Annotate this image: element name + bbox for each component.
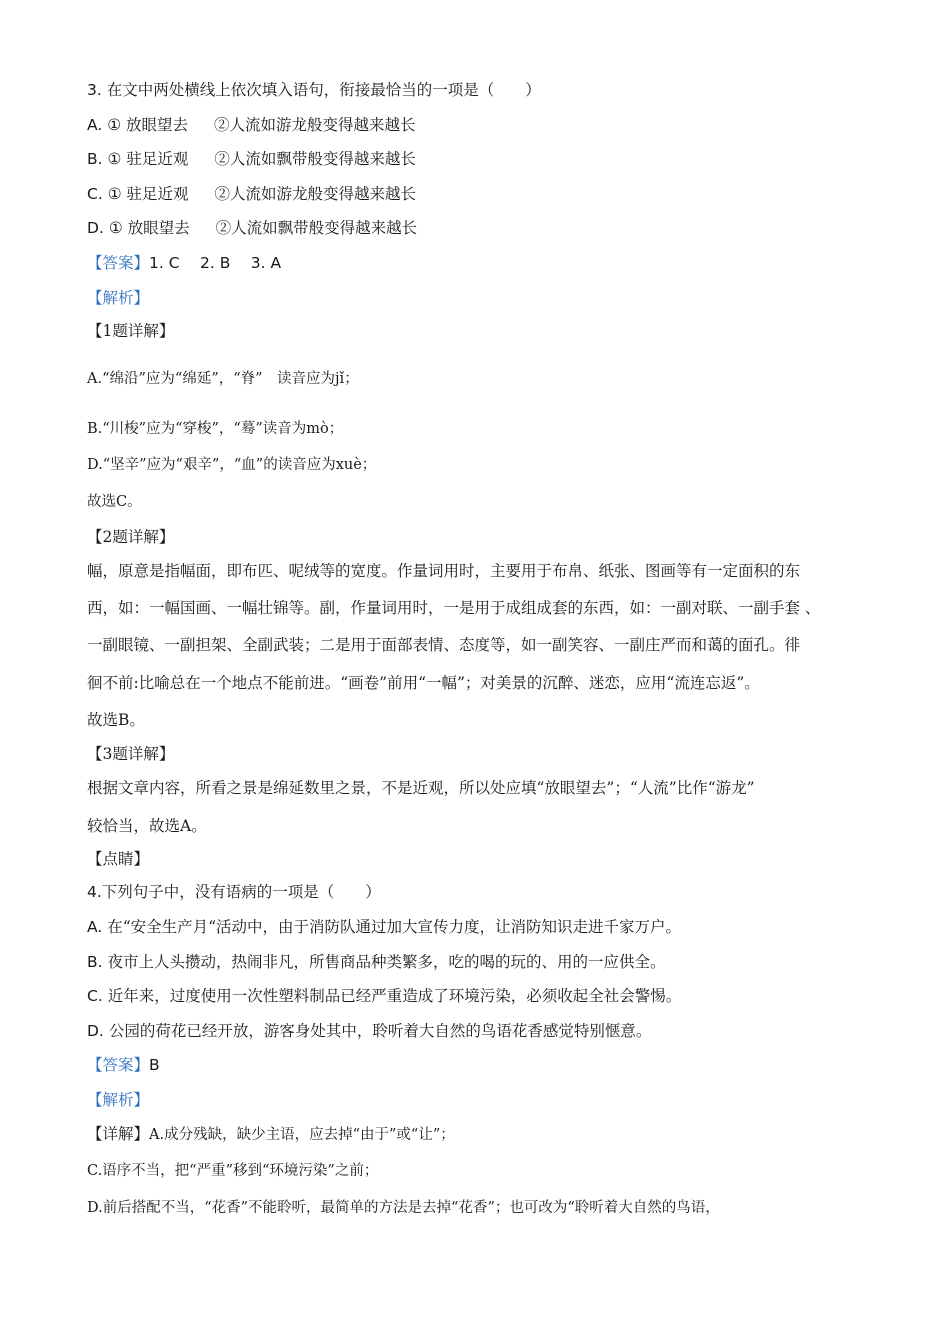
q3-option-d: D. ① 放眼望去 ②人流如飘带般变得越来越长: [87, 219, 418, 237]
detail-2-line: 徊不前:比喻总在一个地点不能前进。“画卷”前用“一幅”；对美景的沉醉、迷恋，应用“流连忘返”。: [87, 674, 760, 692]
q3-option-c: C. ① 驻足近观 ②人流如游龙般变得越来越长: [87, 185, 417, 203]
detail-4-line: C.语序不当，把“严重”移到“环境污染”之前；: [87, 1163, 379, 1179]
detail-4-line: 【详解】A.成分残缺，缺少主语，应去掉“由于”或“让”；: [87, 1125, 455, 1143]
q3-stem-text: 在文中两处横线上依次填入语句，衔接最恰当的一项是（ ）: [106, 81, 541, 99]
detail-2-line: 西，如：一幅国画、一幅壮锦等。副，作量词用时，一是用于成组成套的东西，如：一副对联、一副手套 、: [87, 599, 821, 617]
detail-1-line: 故选C。: [87, 494, 142, 510]
q4-option-d: D. 公园的荷花已经开放，游客身处其中，聆听着大自然的鸟语花香感觉特别惬意。: [87, 1022, 652, 1040]
q3-option-a: A. ① 放眼望去 ②人流如游龙般变得越来越长: [87, 116, 416, 134]
q4-stem-text: 下列句子中，没有语病的一项是（ ）: [101, 883, 381, 901]
q3-stem: [87, 79, 541, 101]
detail-1-line: B.“川梭”应为“穿梭”，“蓦”读音为mò；: [87, 421, 344, 437]
detail-2-line: 幅，原意是指幅面，即布匹、呢绒等的宽度。作量词用时，主要用于布帛、纸张、图画等有一定面积的东: [87, 562, 801, 580]
detail-2-heading: 【2题详解】: [87, 528, 175, 546]
analysis-tag: 【解析】: [87, 1091, 150, 1109]
q3-option-b: B. ① 驻足近观 ②人流如飘带般变得越来越长: [87, 150, 416, 168]
answer-tag: 【答案】: [87, 254, 150, 272]
answer-text: B: [149, 1056, 160, 1074]
answer-line-2: [87, 1054, 160, 1076]
q4-stem: [87, 881, 381, 903]
q4-option-c: C. 近年来，过度使用一次性塑料制品已经严重造成了环境污染，必须收起全社会警惕。: [87, 987, 682, 1005]
dianjing-tag: 【点睛】: [87, 850, 150, 868]
detail-1-line: D.“坚辛”应为“艰辛”，“血”的读音应为xuè；: [87, 457, 377, 473]
detail-1-heading: 【1题详解】: [87, 322, 175, 340]
detail-tag: 【详解】: [87, 1125, 150, 1143]
q4-number: 4.: [87, 883, 102, 901]
answer-tag: 【答案】: [87, 1056, 150, 1074]
q4-option-a: A. 在“安全生产月“活动中，由于消防队通过加大宣传力度，让消防知识走进千家万户。: [87, 918, 682, 936]
detail-3-line: 根据文章内容，所看之景是绵延数里之景，不是近观，所以处应填“放眼望去”；“人流”比作“游龙”: [87, 779, 755, 797]
detail-3-heading: 【3题详解】: [87, 745, 175, 763]
detail-2-line: 一副眼镜、一副担架、全副武装；二是用于面部表情、态度等，如一副笑容、一副庄严而和蔼的面孔。徘: [87, 636, 801, 654]
q3-number: 3.: [87, 81, 102, 99]
detail-2-line: 故选B。: [87, 711, 145, 729]
detail-4-line: D.前后搭配不当，“花香”不能聆听，最简单的方法是去掉“花香”；也可改为“聆听着大自然的鸟语，: [87, 1200, 720, 1216]
q4-option-b: B. 夜市上人头攒动，热闹非凡，所售商品种类繁多，吃的喝的玩的、用的一应供全。: [87, 953, 666, 971]
detail-3-line: 较恰当，故选A。: [87, 817, 207, 835]
answer-line-1: [87, 252, 281, 274]
answer-text: 1. C 2. B 3. A: [149, 254, 282, 272]
detail-1-line: A.“绵沿”应为“绵延”，“脊” 读音应为jǐ；: [87, 371, 359, 387]
analysis-tag: 【解析】: [87, 289, 150, 307]
